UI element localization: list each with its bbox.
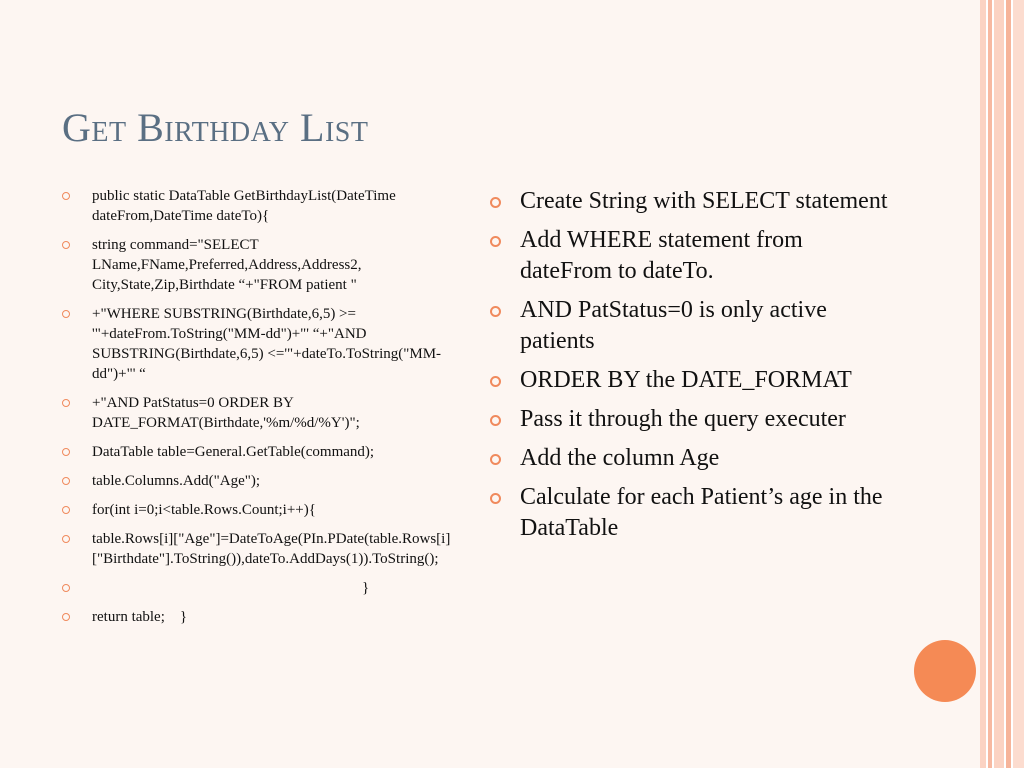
bullet-icon [62,613,70,621]
code-line: table.Columns.Add("Age"); [92,473,261,489]
bullet-icon [490,236,501,247]
bullet-icon [62,399,70,407]
bullet-icon [62,535,70,543]
decor-stripe [994,0,1004,768]
note-bullet [490,295,890,357]
bullet-icon [490,306,501,317]
decor-stripe [1013,0,1024,768]
note-bullet [490,186,890,217]
decor-stripe [980,0,986,768]
code-bullet [62,304,462,384]
code-line: return table; } [92,609,188,625]
decor-stripe [988,0,992,768]
bullet-icon [62,192,70,200]
bullet-icon [490,493,501,504]
note-text: AND PatStatus=0 is only active patients [520,297,827,354]
code-bullet [62,607,462,627]
code-bullet [62,529,462,569]
code-bullet [62,578,462,598]
note-text: Add the column Age [520,445,720,471]
note-bullet [490,365,890,396]
bullet-icon [62,477,70,485]
bullet-icon [62,448,70,456]
note-bullet [490,225,890,287]
bullet-icon [490,454,501,465]
code-bullet [62,442,462,462]
bullet-icon [490,376,501,387]
code-bullet [62,235,462,295]
code-bullet [62,393,462,433]
note-text: Add WHERE statement from dateFrom to dateTo. [520,227,803,284]
code-line: DataTable table=General.GetTable(command); [92,444,375,460]
bullet-icon [490,197,501,208]
note-bullet [490,443,890,474]
bullet-icon [62,584,70,592]
code-line: } [362,580,370,596]
code-line: table.Rows[i]["Age"]=DateToAge(PIn.PDate(table.Rows[i]["Birthdate"].ToString()),dateTo.AddDays(1)).ToString(); [92,531,451,567]
note-bullet [490,404,890,435]
bullet-icon [62,310,70,318]
bullet-icon [62,506,70,514]
note-text: Calculate for each Patient’s age in the DataTable [520,484,883,541]
bullet-icon [62,241,70,249]
note-text: Create String with SELECT statement [520,188,888,214]
bullet-icon [490,415,501,426]
code-line: +"AND PatStatus=0 ORDER BY DATE_FORMAT(Birthdate,'%m/%d/%Y')"; [92,395,360,431]
code-bullet [62,471,462,491]
code-bullet [62,500,462,520]
code-line: string command="SELECT LName,FName,Preferred,Address,Address2, City,State,Zip,Birthdate “+"FROM patient " [92,237,366,293]
code-bullet-list [62,186,462,636]
note-text: Pass it through the query executer [520,406,846,432]
code-line: public static DataTable GetBirthdayList(DateTime dateFrom,DateTime dateTo){ [92,188,400,224]
notes-bullet-list [490,186,890,552]
note-text: ORDER BY the DATE_FORMAT [520,367,852,393]
code-bullet [62,186,462,226]
decor-stripe [1006,0,1011,768]
decor-circle [914,640,976,702]
slide-title: Get Birthday List [62,105,369,150]
code-line: for(int i=0;i<table.Rows.Count;i++){ [92,502,316,518]
code-line: +"WHERE SUBSTRING(Birthdate,6,5) >= '"+dateFrom.ToString("MM-dd")+"' “+"AND SUBSTRING(Birthdate,6,5) <='"+dateTo.ToString("MM-dd")+"' “ [92,306,442,382]
note-bullet [490,482,890,544]
